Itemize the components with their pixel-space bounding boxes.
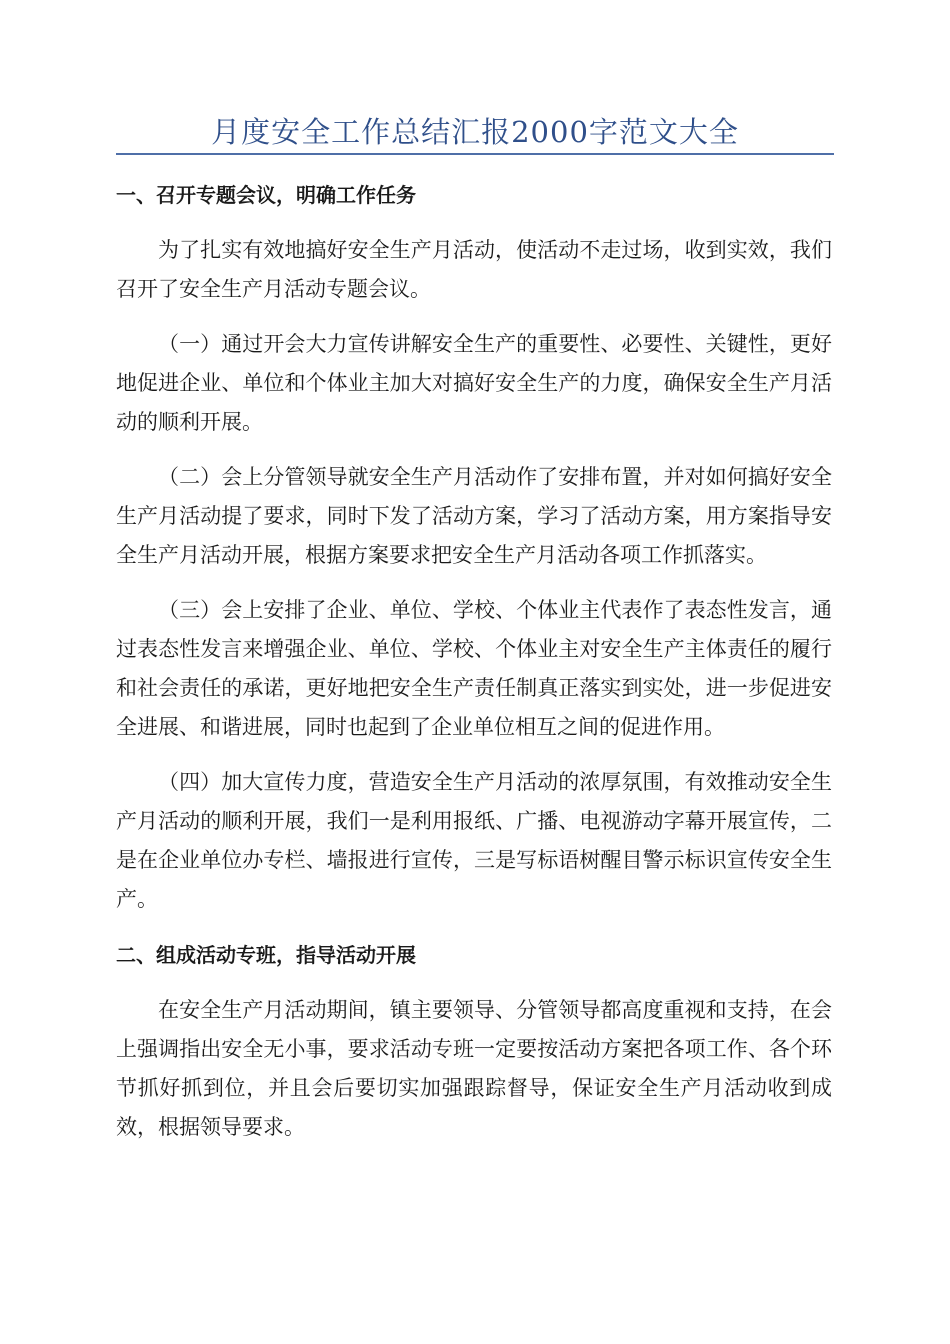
section-1: [116, 175, 832, 919]
paragraph: 为了扎实有效地搞好安全生产月活动，使活动不走过场，收到实效，我们召开了安全生产月活动专题会议。: [116, 238, 832, 301]
paragraph: 在安全生产月活动期间，镇主要领导、分管领导都高度重视和支持，在会上强调指出安全无小事，要求活动专班一定要按活动方案把各项工作、各个环节抓好抓到位，并且会后要切实加强跟踪督导，保证安全生产月活动收到成效，根据领导要求。: [116, 998, 832, 1139]
section-heading: 二、组成活动专班，指导活动开展: [116, 943, 416, 967]
paragraph: （一）通过开会大力宣传讲解安全生产的重要性、必要性、关键性，更好地促进企业、单位和个体业主加大对搞好安全生产的力度，确保安全生产月活动的顺利开展。: [116, 332, 832, 434]
title-underline: [116, 153, 834, 155]
paragraph: （二）会上分管领导就安全生产月活动作了安排布置，并对如何搞好安全生产月活动提了要求，同时下发了活动方案，学习了活动方案，用方案指导安全生产月活动开展，根据方案要求把安全生产月活动各项工作抓落实。: [116, 465, 832, 567]
section-heading: 一、召开专题会议，明确工作任务: [116, 183, 416, 207]
document-title: 月度安全工作总结汇报2000字范文大全: [211, 115, 739, 149]
document-body: [116, 175, 832, 1163]
paragraph: （四）加大宣传力度，营造安全生产月活动的浓厚氛围，有效推动安全生产月活动的顺利开展，我们一是利用报纸、广播、电视游动字幕开展宣传，二是在企业单位办专栏、墙报进行宣传，三是写标语树醒目警示标识宣传安全生产。: [116, 770, 832, 911]
section-2: [116, 935, 832, 1147]
paragraph: （三）会上安排了企业、单位、学校、个体业主代表作了表态性发言，通过表态性发言来增强企业、单位、学校、个体业主对安全生产主体责任的履行和社会责任的承诺，更好地把安全生产责任制真正落实到实处，进一步促进安全进展、和谐进展，同时也起到了企业单位相互之间的促进作用。: [116, 598, 832, 739]
